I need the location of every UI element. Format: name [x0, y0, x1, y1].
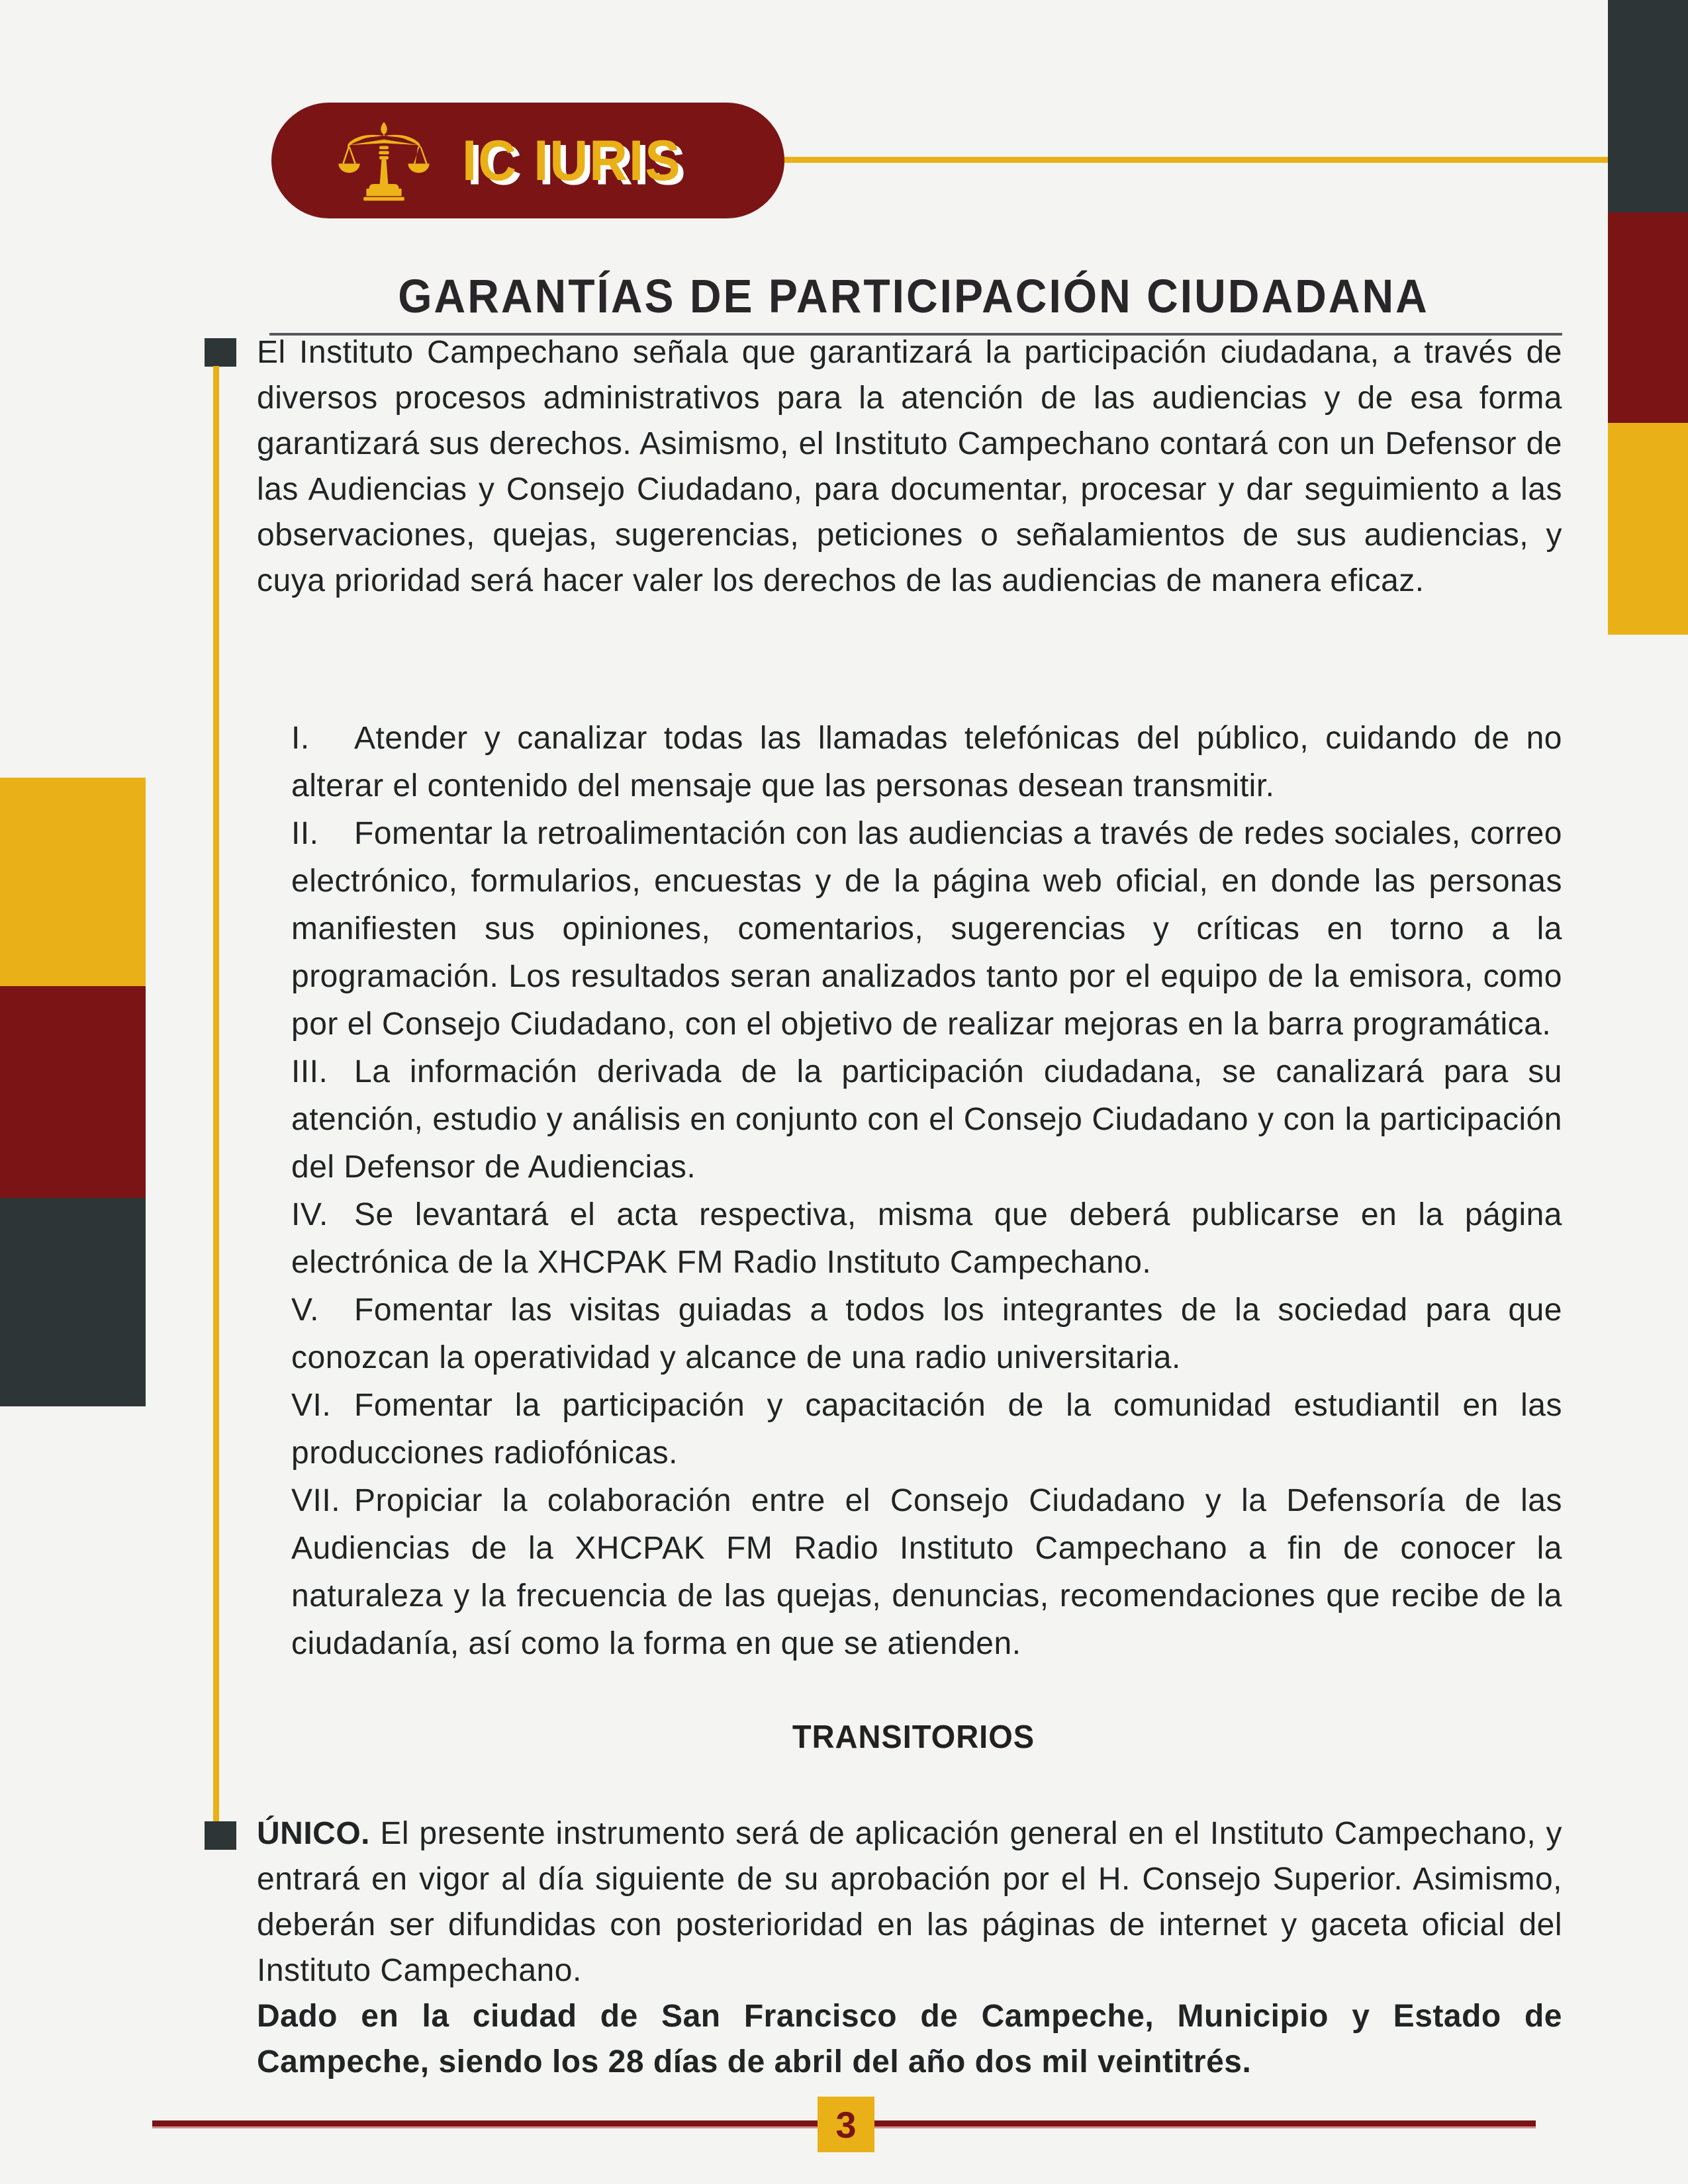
list-item-text: Fomentar las visitas guiadas a todos los integrantes de la sociedad para que conozcan la operatividad y alcance de una radio universitaria.	[291, 1293, 1562, 1375]
right-edge-block-dark	[1608, 0, 1688, 212]
vertical-gold-line	[213, 366, 219, 1821]
header-gold-line	[781, 157, 1608, 163]
section-square-marker	[205, 338, 236, 367]
list-item-numeral: III.	[291, 1054, 328, 1089]
left-edge-block-gold	[0, 778, 146, 986]
section-square-marker	[205, 1821, 236, 1850]
page-number: 3	[835, 2103, 857, 2146]
list-item-numeral: VII.	[291, 1483, 341, 1518]
list-item	[291, 1048, 1562, 1191]
list-item-text: Se levantará el acta respectiva, misma que deberá publicarse en la página electrónica de la XHCPAK FM Radio Instituto Campechano.	[291, 1197, 1562, 1280]
list-item	[291, 715, 1562, 810]
ic-iuris-logo	[271, 103, 784, 218]
list-item	[291, 1382, 1562, 1477]
unico-text: El presente instrumento será de aplicación general en el Instituto Campechano, y entrará en vigor al día siguiente de su aprobación por el H. Consejo Superior. Asimismo, deberán ser difundidas con posterioridad en las páginas de internet y gaceta oficial del Instituto Campechano.	[257, 1816, 1562, 1988]
list-item-text: Propiciar la colaboración entre el Consejo Ciudadano y la Defensoría de las Audiencias de la XHCPAK FM Radio Instituto Campechano a fin de conocer la naturaleza y la frecuencia de las quejas, denuncias, recomendaciones que recibe de la ciudadanía, así como la forma en que se atienden.	[291, 1483, 1562, 1661]
list-item-numeral: IV.	[291, 1197, 328, 1232]
list-item	[291, 810, 1562, 1048]
right-edge-block-maroon	[1608, 212, 1688, 423]
garantias-list	[291, 715, 1562, 1668]
closing-section	[257, 1811, 1562, 2085]
list-item-text: Fomentar la participación y capacitación de la comunidad estudiantil en las producciones radiofónicas.	[291, 1388, 1562, 1471]
list-item	[291, 1477, 1562, 1668]
dado-paragraph: Dado en la ciudad de San Francisco de Campeche, Municipio y Estado de Campeche, siendo los 28 días de abril del año dos mil veintitrés.	[257, 1999, 1562, 2079]
list-item	[291, 1191, 1562, 1287]
left-edge-block-maroon	[0, 986, 146, 1198]
scales-of-justice-icon	[338, 117, 430, 205]
page-title: GARANTÍAS DE PARTICIPACIÓN CIUDADANA	[398, 269, 1429, 322]
list-item-text: La información derivada de la participación ciudadana, se canalizará para su atención, estudio y análisis en conjunto con el Consejo Ciudadano y con la participación del Defensor de Audiencias.	[291, 1054, 1562, 1185]
right-edge-block-gold	[1608, 423, 1688, 635]
list-item-text: Fomentar la retroalimentación con las audiencias a través de redes sociales, correo electrónico, formularios, encuestas y de la página web oficial, en donde las personas manifiesten sus opiniones, comentarios, sugerencias y críticas en torno a la programación. Los resultados seran analizados tanto por el equipo de la emisora, como por el Consejo Ciudadano, con el objetivo de realizar mejoras en la barra programática.	[291, 816, 1562, 1042]
unico-label: ÚNICO.	[257, 1816, 370, 1851]
list-item-numeral: II.	[291, 816, 319, 851]
transitorios-heading: TRANSITORIOS	[792, 1717, 1035, 1755]
list-item-text: Atender y canalizar todas las llamadas telefónicas del público, cuidando de no alterar el contenido del mensaje que las personas desean transmitir.	[291, 721, 1562, 803]
logo-text: IC IURIS	[462, 128, 682, 193]
left-edge-block-dark	[0, 1198, 146, 1406]
list-item-numeral: VI.	[291, 1388, 332, 1423]
list-item	[291, 1287, 1562, 1382]
intro-paragraph: El Instituto Campechano señala que garantizará la participación ciudadana, a través de diversos procesos administrativos para la atención de las audiencias y de esa forma garantizará sus derechos. Asimismo, el Instituto Campechano contará con un Defensor de las Audiencias y Consejo Ciudadano, para documentar, procesar y dar seguimiento a las observaciones, quejas, sugerencias, peticiones o señalamientos de sus audiencias, y cuya prioridad será hacer valer los derechos de las audiencias de manera eficaz.	[257, 335, 1562, 598]
list-item-numeral: V.	[291, 1293, 319, 1328]
list-item-numeral: I.	[291, 721, 310, 756]
unico-paragraph	[257, 1811, 1562, 1993]
